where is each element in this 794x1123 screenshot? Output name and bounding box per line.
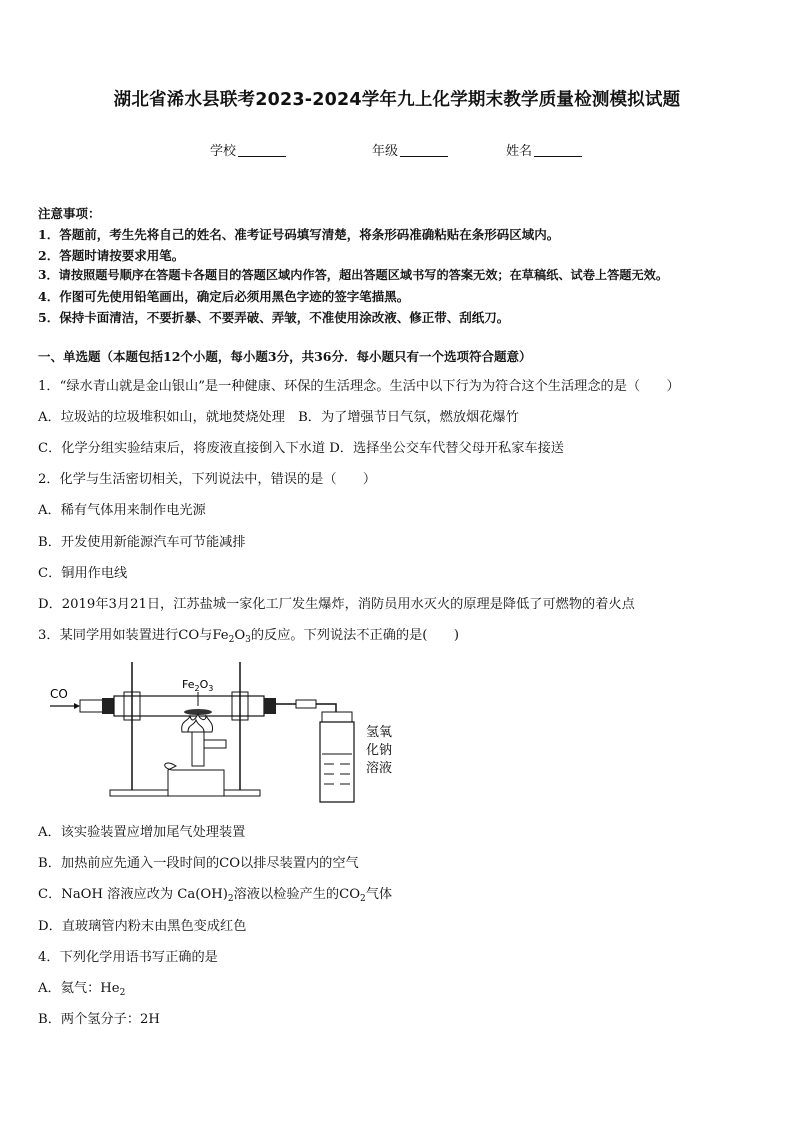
co-label: CO: [50, 687, 68, 701]
question-3-option-d: D．直玻璃管内粉末由黑色变成红色: [38, 919, 247, 934]
grade-label: 年级: [372, 144, 399, 159]
question-3-option-b: B．加热前应先通入一段时间的CO以排尽装置内的空气: [38, 856, 359, 871]
question-3-option-a: A．该实验装置应增加尾气处理装置: [38, 825, 246, 840]
tube-inlet: [80, 700, 104, 712]
school-blank: [238, 144, 286, 157]
grade-field: [372, 140, 448, 159]
question-4-stem: 4．下列化学用语书写正确的是: [38, 950, 218, 965]
rubber-tube: [296, 700, 316, 708]
fe2o3-label: $Fe_2O_3$: [182, 678, 214, 693]
wash-bottle: [320, 722, 354, 802]
name-blank: [534, 144, 582, 157]
question-2-stem: 2．化学与生活密切相关，下列说法中，错误的是（ ）: [38, 472, 377, 487]
naoh-label-line1: 氢氧: [366, 725, 393, 740]
school-field: [210, 140, 286, 159]
question-3-option-c: C．NaOH 溶液应改为 $Ca(OH)_2$溶液以检验产生的$CO_2$气体: [38, 887, 393, 904]
rubber-stopper-right: [264, 698, 276, 714]
question-2-option-d: D．2019年3月21日，江苏盐城一家化工厂发生爆炸，消防员用水灭火的原理是降低了可燃物的着火点: [38, 597, 635, 612]
notice-item: 4．作图可先使用铅笔画出，确定后必须用黑色字迹的签字笔描黑。: [38, 289, 410, 304]
question-2-option-a: A．稀有气体用来制作电光源: [38, 503, 206, 518]
question-1-options-cd: C．化学分组实验结束后，将废液直接倒入下水道 D．选择坐公交车代替父母开私家车接送: [38, 441, 564, 456]
arrow-head-icon: [74, 703, 80, 709]
question-3-stem: 3．某同学用如装置进行CO与$Fe_2O_3$的反应。下列说法不正确的是( ): [38, 628, 459, 645]
name-label: 姓名: [506, 144, 533, 159]
notice-item: 2．答题时请按要求用笔。: [38, 248, 185, 263]
rubber-stopper-left: [102, 698, 114, 714]
grade-blank: [400, 144, 448, 157]
question-4-option-b: B．两个氢分子：2H: [38, 1012, 160, 1027]
question-1-options-ab: A．垃圾站的垃圾堆积如山，就地焚烧处理 B．为了增强节日气氛，燃放烟花爆竹: [38, 410, 519, 425]
experiment-apparatus-figure: [40, 652, 410, 804]
bottle-stopper: [322, 712, 352, 722]
burner-base: [165, 763, 224, 796]
burner-tube: [192, 732, 204, 766]
school-label: 学校: [210, 144, 237, 159]
question-2-option-b: B．开发使用新能源汽车可节能减排: [38, 535, 246, 550]
name-field: [506, 140, 582, 159]
naoh-label-line2: 化钠: [366, 743, 393, 758]
question-4-option-a: A．氦气：$He_2$: [38, 981, 126, 998]
notice-item: 3．请按照题号顺序在答题卡各题目的答题区域内作答，超出答题区域书写的答案无效；在草稿纸、试卷上答题无效。: [38, 268, 669, 282]
naoh-label-line3: 溶液: [366, 761, 393, 776]
page-title: 湖北省浠水县联考2023-2024学年九上化学期末教学质量检测模拟试题: [113, 90, 681, 110]
section-heading: 一、单选题（本题包括12个小题，每小题3分，共36分．每小题只有一个选项符合题意）: [38, 349, 532, 364]
notice-item: 1．答题前，考生先将自己的姓名、准考证号码填写清楚，将条形码准确粘贴在条形码区域内。: [38, 227, 560, 242]
burner-inlet: [204, 740, 226, 748]
notice-item: 5．保持卡面清洁，不要折暴、不要弄破、弄皱，不准使用涂改液、修正带、刮纸刀。: [38, 310, 510, 325]
question-2-option-c: C．铜用作电线: [38, 566, 128, 581]
question-1-stem: 1．“绿水青山就是金山银山”是一种健康、环保的生活理念。生活中以下行为为符合这个生活理念的是（ ）: [38, 379, 680, 394]
notice-heading: 注意事项：: [38, 206, 101, 221]
